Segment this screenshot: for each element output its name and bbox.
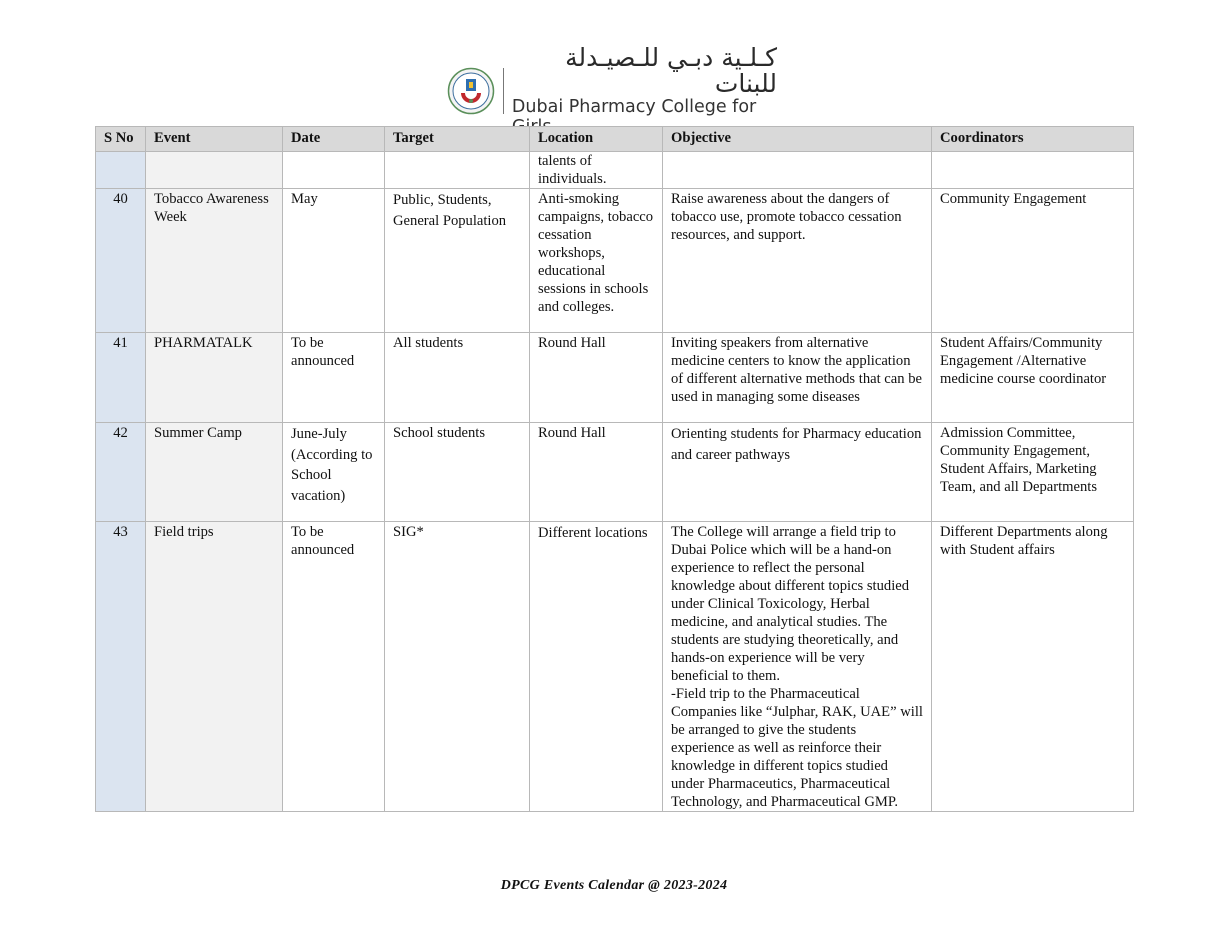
cell-coordinators: Student Affairs/Community Engagement /Alternative medicine course coordinator: [932, 333, 1134, 423]
column-header-event: Event: [146, 127, 283, 152]
cell-date: [283, 152, 385, 189]
table-row: [96, 333, 1134, 423]
cell-date: To be announced: [283, 333, 385, 423]
college-name-english: Dubai Pharmacy College for: [511, 97, 757, 117]
cell-location: Different locations: [530, 522, 663, 812]
table-header-row: [96, 127, 1134, 152]
column-header-target: Target: [385, 127, 530, 152]
column-header-date: Date: [283, 127, 385, 152]
college-logo: [447, 43, 777, 118]
objective-paragraph: The College will arrange a field trip to Dubai Police which will be a hand-on experience to reflect the personal knowledge about different topics studied under Clinical Toxicology, Herbal medicine, and analytical studies. The students are studying theoretically, and hands-on experience will be very beneficial to them.: [671, 524, 910, 684]
cell-event: Tobacco Awareness Week: [146, 189, 283, 333]
cell-location: Anti-smoking campaigns, tobacco cessation workshops, educational sessions in schools and colleges.: [530, 189, 663, 333]
cell-target: School students: [385, 423, 530, 522]
cell-date: To be announced: [283, 522, 385, 812]
cell-target: Public, Students, General Population: [385, 189, 530, 333]
cell-event: PHARMATALK: [146, 333, 283, 423]
cell-target: All students: [385, 333, 530, 423]
cell-date: June-July (According to School vacation): [283, 423, 385, 522]
cell-objective: Raise awareness about the dangers of tobacco use, promote tobacco cessation resources, and support.: [663, 189, 932, 333]
cell-coordinators: Community Engagement: [932, 189, 1134, 333]
column-header-location: Location: [530, 127, 663, 152]
table-row-continued: [96, 152, 1134, 189]
cell-sno: 42: [96, 423, 146, 522]
objective-paragraph: -Field trip to the Pharmaceutical Companies like “Julphar, RAK, UAE” will be arranged to give the students experience as well as reinforce their knowledge in different topics studied under Pharmaceutics, Pharmaceutical Technology, and Pharmaceutical GMP.: [671, 686, 923, 810]
cell-event: [146, 152, 283, 189]
cell-objective: Orienting students for Pharmacy education and career pathways: [663, 423, 932, 522]
column-header-objective: Objective: [663, 127, 932, 152]
cell-sno: 43: [96, 522, 146, 812]
cell-event: Field trips: [146, 522, 283, 812]
cell-location: Round Hall: [530, 423, 663, 522]
cell-sno: 40: [96, 189, 146, 333]
logo-text: [512, 45, 777, 137]
cell-sno: 41: [96, 333, 146, 423]
table-row: [96, 522, 1134, 812]
column-header-sno: S No: [96, 127, 146, 152]
cell-sno: [96, 152, 146, 189]
logo-divider: [503, 68, 504, 114]
cell-event: Summer Camp: [146, 423, 283, 522]
events-table: [95, 126, 1134, 812]
cell-objective: [663, 522, 932, 812]
table-row: [96, 423, 1134, 522]
cell-target: [385, 152, 530, 189]
cell-location: talents of individuals.: [530, 152, 663, 189]
college-seal-icon: [447, 67, 495, 115]
cell-date: May: [283, 189, 385, 333]
cell-coordinators: Different Departments along with Student affairs: [932, 522, 1134, 812]
table-row: [96, 189, 1134, 333]
cell-objective: [663, 152, 932, 189]
page-footer: DPCG Events Calendar @ 2023-2024: [500, 878, 728, 893]
college-name-arabic: كـلـية دبـي للـصيـدلة للبنات: [565, 43, 777, 98]
column-header-coordinators: Coordinators: [932, 127, 1134, 152]
cell-objective: Inviting speakers from alternative medicine centers to know the application of different alternative methods that can be used in managing some diseases: [663, 333, 932, 423]
cell-coordinators: [932, 152, 1134, 189]
cell-coordinators: Admission Committee, Community Engagement, Student Affairs, Marketing Team, and all Departments: [932, 423, 1134, 522]
cell-location: Round Hall: [530, 333, 663, 423]
cell-target: SIG*: [385, 522, 530, 812]
